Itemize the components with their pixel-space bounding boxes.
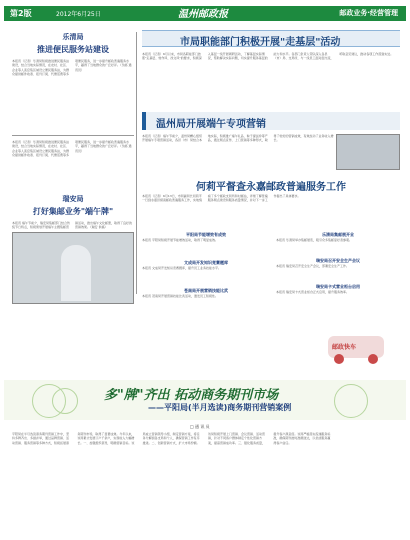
brief-body: 本报讯 乐清局举办集邮展览，吸引众多集邮爱好者参观。 — [276, 238, 352, 242]
truck-wheel-icon — [368, 354, 378, 364]
brief-body: 本报讯 文成局开发知识竞赛题库，提升员工业务技能水平。 — [142, 266, 221, 270]
brief-title: 苍南局开展营销技能比武 — [184, 288, 228, 293]
brief-title: 瑞安局卡式营业柜台启用 — [316, 284, 360, 289]
feature-banner — [4, 380, 406, 420]
story-a-headline: 市局职能部门积极开展"走基层"活动 — [180, 37, 341, 48]
truck-wheel-icon — [334, 354, 344, 364]
page-header — [0, 0, 410, 26]
story-c-body: 本报讯（记者）6月13日，市局副局长何莉平一行到永嘉县督查邮政普遍服务工作，实地察看了多个邮政支局所和村邮站，详细了解普遍服务网点建设和服务质量情况，并对下一步工作提出了具体要求。 — [142, 194, 301, 203]
left-story2-body: 本报讯 端午节前夕，瑞安局集邮部门结合传统节日特点，积极策划开展端午主题集邮营销活动，推出端午文化邮册，取得了良好的营销效果。（瑞安 供稿） — [12, 221, 133, 230]
column-rule — [136, 32, 137, 294]
briefs-right — [276, 232, 400, 308]
left-story2-head — [12, 194, 134, 217]
feature-headline: 多"牌"齐出 拓动商务期刊市场 — [104, 388, 279, 403]
story-a-body: 本报讯（记者）6月以来，市局各职能部门按照"走基层、转作风、改文风"的要求，积极深入基层一线开展调研活动，了解基层实际情况，帮助解决实际问题，切实提升服务基层的能力和水平。各部门负责人带队深入各县（市）局、支局所，与一线员工面对面交流，听取意见建议，推动各项工作落到实处。 — [142, 52, 394, 61]
story-b-banner — [142, 112, 400, 130]
section-name: 邮政业务·经营管理 — [339, 9, 398, 17]
left-story2-headline: 打好集邮业务"端午牌" — [32, 207, 114, 216]
left-story1-head — [12, 32, 134, 55]
decor-circle — [334, 384, 368, 418]
left-story1-kicker: 乐清局 — [62, 33, 84, 41]
brief-body: 本报讯 瑞安局卡式营业柜台正式启用，提升服务效率。 — [276, 290, 349, 294]
story-b-photo — [336, 134, 400, 170]
issue-date: 2012年6月25日 — [56, 11, 101, 18]
mail-truck-illustration — [322, 328, 394, 368]
left-story1-body: 本报讯（记者）乐清局积极推进便民服务站建设，结合当地实际情况，在农村、社区、企业等人流密集区域设立便民服务站，为群众提供邮件收寄、报刊订阅、代缴话费等多项便民服务，进一步提升邮政普遍服务水平，赢得了当地群众的广泛好评。（乐邮 通讯员） — [12, 59, 132, 77]
feature-body: 平阳局在半月选读商务期刊营销工作中，坚持多牌齐出、多措并举，通过品牌营销、活动营销、服务营销等多种方式，积极拓展商务期刊市场，取得了显著成效。今年以来，该局累计发展订户千余户，实现收入大幅增长。一、加强组织领导，明确营销目标。该局成立营销领导小组，制定营销方案，将任务分解到各支局和个人，确保营销工作有序推进。二、创新营销方式，扩大市场份额。该局积极开展上门营销、会议营销、活动营销，针对不同客户群体制定个性化营销方案，提高营销成功率。三、强化服务质量，提升客户满意度。该局严格落实投递服务标准，确保期刊按时准确送达，以优质服务赢得客户信任。 — [12, 432, 331, 445]
left-story2-kicker: 瑞安局 — [62, 195, 84, 203]
briefs-block — [142, 232, 400, 372]
left-story1-headline: 推进便民服务站建设 — [37, 45, 109, 54]
brief-title: 平阳局节能增效有成效 — [186, 232, 226, 237]
feature-subtitle: ——平阳局(半月选读)商务期刊营销案例 — [148, 403, 292, 412]
photo-figure — [61, 245, 91, 301]
story-b-body: 本报讯（记者）端午节前夕，温州局精心组织开展端午专项营销活动，各县（市）局结合本地实际，积极推广端午礼品、粽子提货券等产品，通过网点宣传、上门营销等多种形式，取得了较好的营销成效，有效拉动了业务收入增长。 — [142, 134, 334, 143]
brief-title: 文成局开发知识竞赛题库 — [184, 260, 228, 265]
left-photo — [12, 232, 134, 304]
decor-circle — [52, 388, 78, 414]
briefs-left — [142, 232, 270, 314]
story-b-headline: 温州局开展端午专项营销 — [156, 119, 266, 130]
brief-body: 本报讯 平阳局积极开展节能增效活动，取得了明显成效。 — [142, 238, 218, 242]
left-divider — [12, 135, 134, 136]
brief-title: 乐清局集邮展开业 — [322, 232, 354, 237]
brief-body: 本报讯 瑞安局召开安全生产会议，部署安全生产工作。 — [276, 264, 349, 268]
page-number: 第2版 — [10, 9, 32, 18]
feature-byline: □ 通 讯 员 — [190, 424, 210, 429]
story-a-banner — [142, 30, 400, 47]
story-c-headline: 何莉平督查永嘉邮政普遍服务工作 — [196, 182, 346, 193]
brief-body: 本报讯 苍南局开展营销技能比武活动，激发员工积极性。 — [142, 294, 218, 298]
truck-label: 邮政快车 — [332, 344, 357, 351]
newspaper-logo: 温州邮政报 — [178, 9, 228, 20]
brief-title: 瑞安局召开安全生产会议 — [316, 258, 360, 263]
left-filler-text: 本报讯（记者）乐清局积极推进便民服务站建设，结合当地实际情况，在农村、社区、企业等人流密集区域设立便民服务站，为群众提供邮件收寄、报刊订阅、代缴话费等多项便民服务，进一步提升邮政普遍服务水平，赢得了当地群众的广泛好评。（乐邮 通讯员） — [12, 140, 132, 158]
